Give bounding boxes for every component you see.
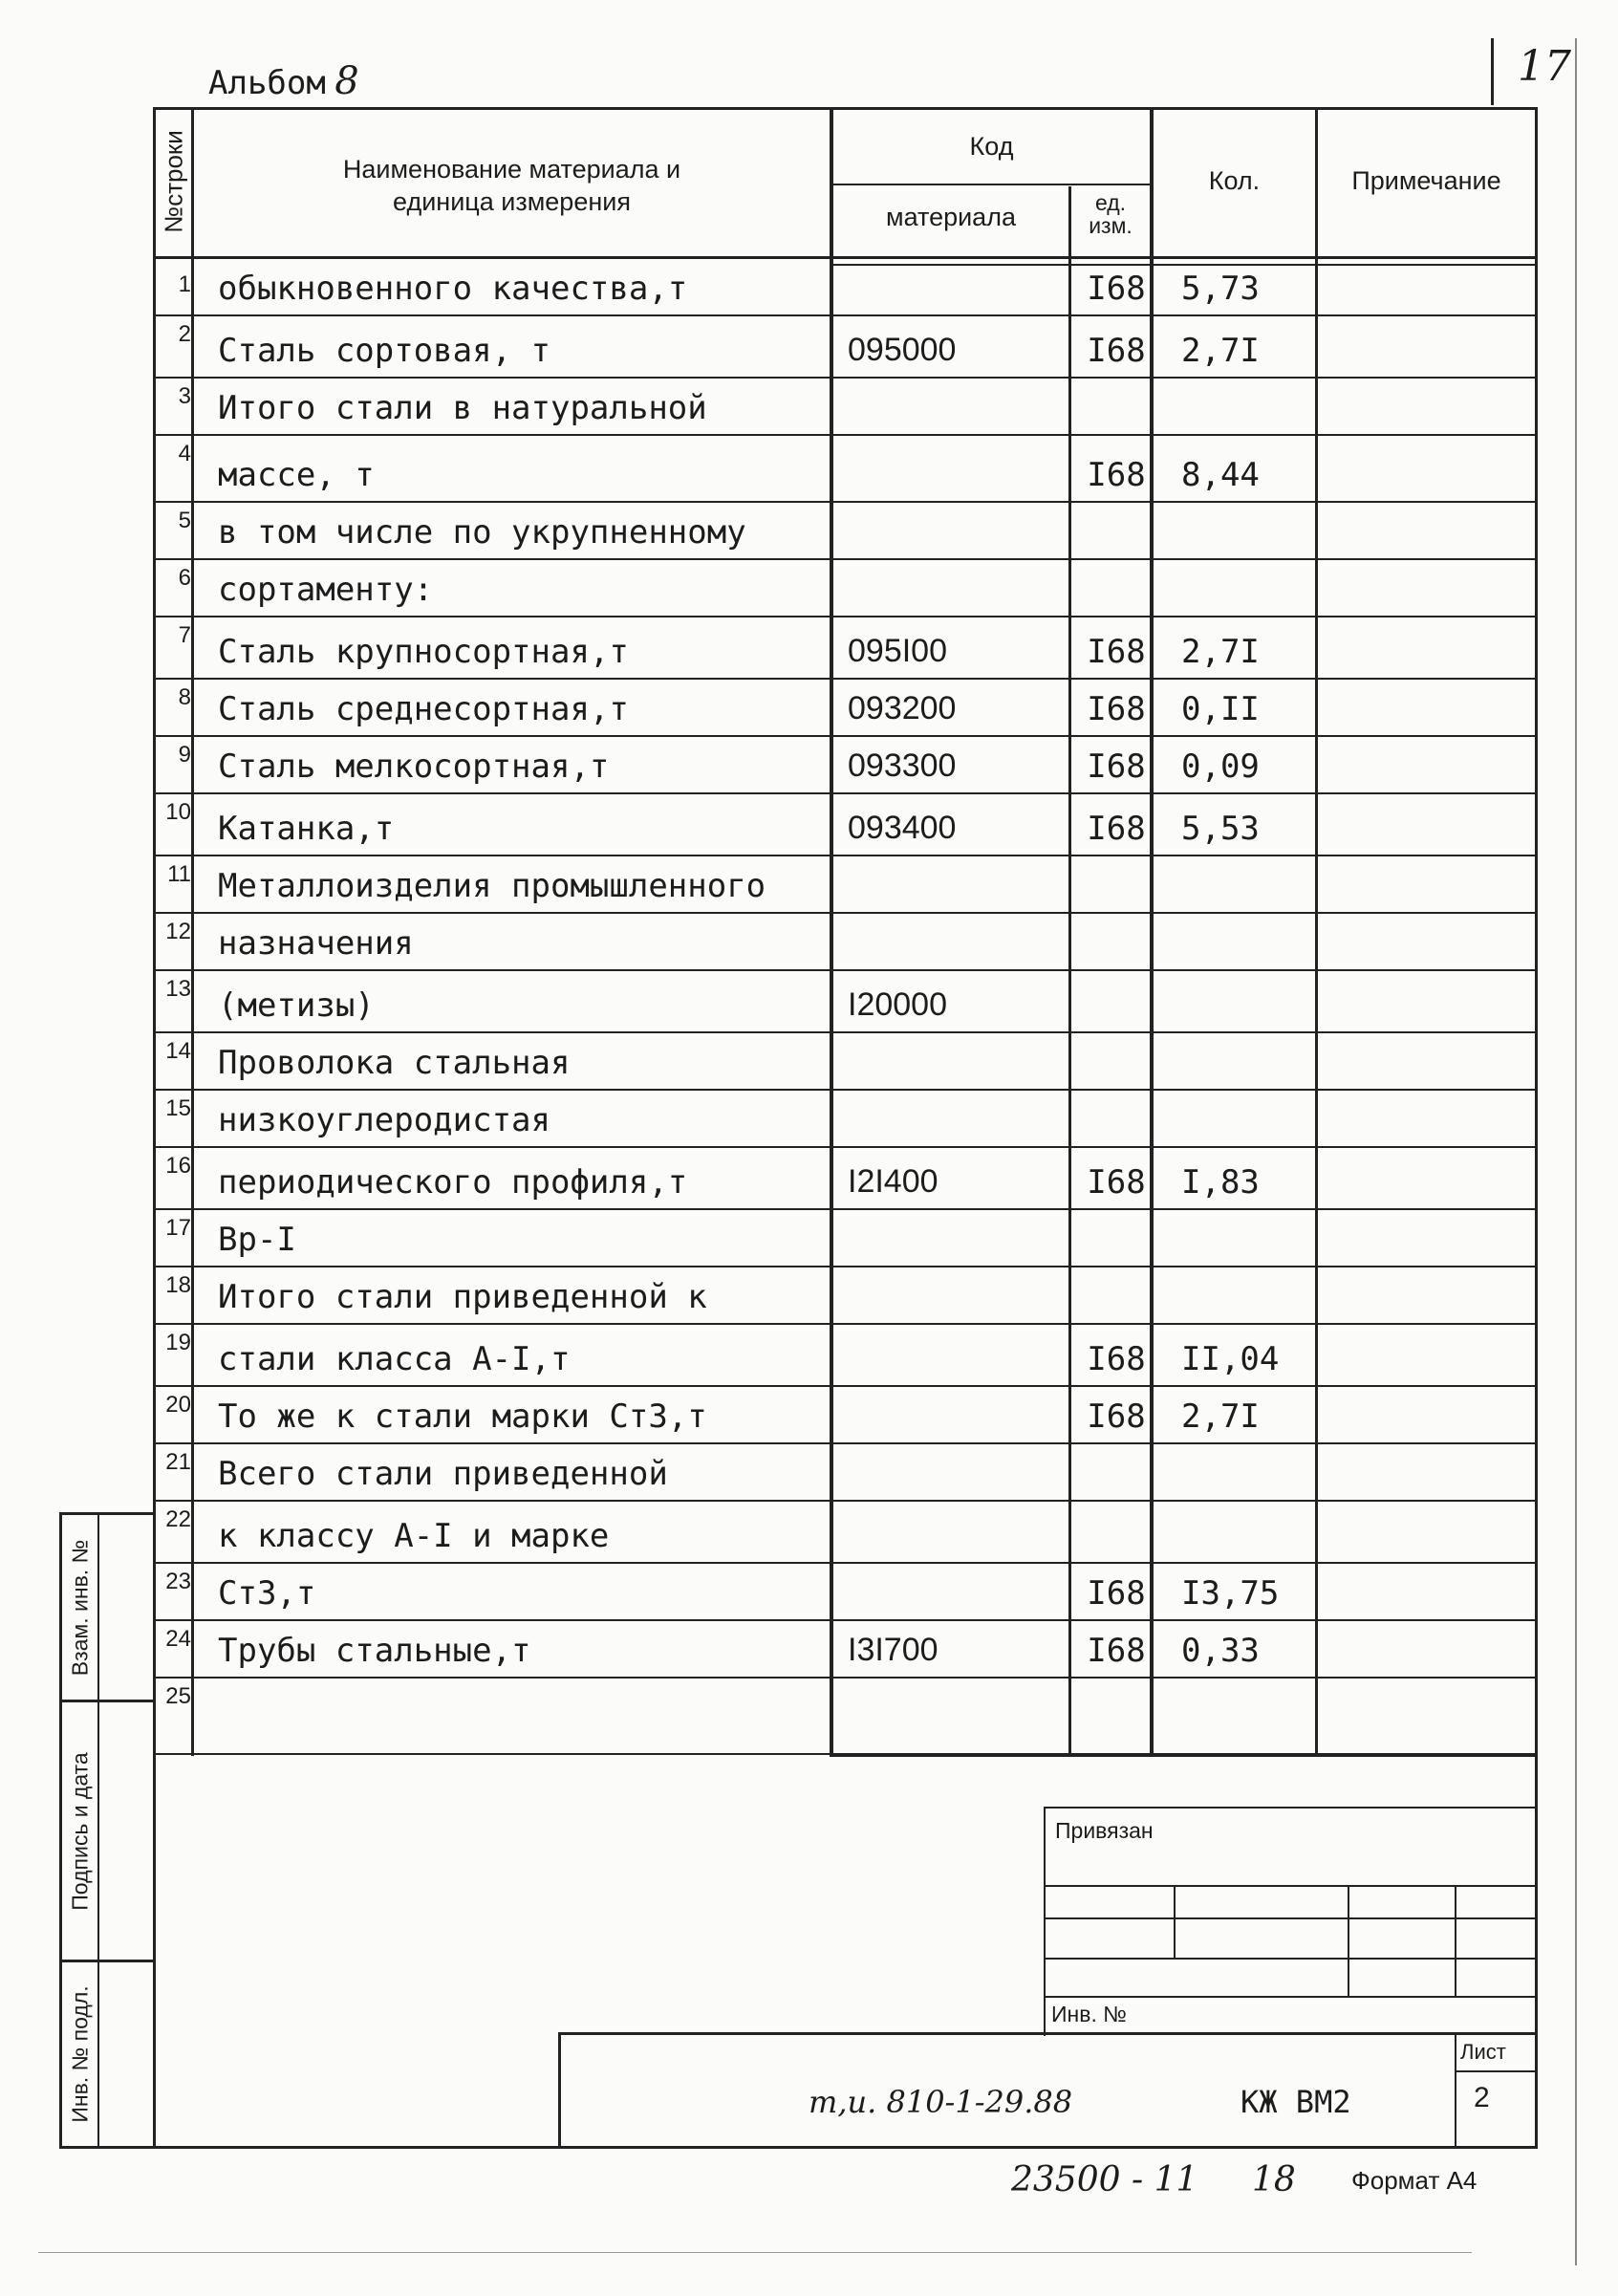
- side-inv-podl: Инв. № подл.: [67, 1985, 92, 2123]
- header-quantity: Кол.: [1208, 166, 1261, 195]
- table-row: [153, 1032, 1538, 1090]
- table-row: [153, 1678, 1538, 1753]
- row-number: 11: [167, 861, 191, 887]
- row-code: 093200: [848, 690, 957, 726]
- side-vzam: Взам. инв. №: [67, 1539, 92, 1676]
- table-row: [153, 617, 1538, 679]
- table-row: [153, 559, 1538, 617]
- row-number: 10: [165, 799, 191, 825]
- row-number: 19: [165, 1330, 191, 1355]
- row-quantity: 8,44: [1181, 456, 1260, 494]
- row-number: 17: [165, 1215, 191, 1241]
- row-number: 12: [165, 919, 191, 944]
- row-unit: I68: [1087, 690, 1146, 728]
- table-row: [153, 1324, 1538, 1386]
- doc-mark: КЖ ВМ2: [1240, 2084, 1351, 2120]
- row-number: 1: [178, 271, 191, 297]
- header-material: материала: [886, 203, 1016, 231]
- table-row: [153, 315, 1538, 378]
- row-unit: I68: [1087, 1163, 1146, 1202]
- row-number: 18: [165, 1272, 191, 1298]
- corner-page-number: 17: [1518, 42, 1571, 91]
- row-unit: I68: [1087, 1397, 1146, 1436]
- table-row: [153, 970, 1538, 1032]
- row-quantity: II,04: [1181, 1340, 1280, 1378]
- row-unit: I68: [1087, 633, 1146, 671]
- table-row: [153, 502, 1538, 559]
- table-row: [153, 1090, 1538, 1147]
- row-name: обыкновенного качества,т: [218, 270, 688, 308]
- row-name: Итого стали в натуральной: [218, 389, 707, 427]
- row-unit: I68: [1087, 1340, 1146, 1378]
- table-row: [153, 435, 1538, 502]
- header-name: [194, 153, 830, 218]
- row-name: стали класса А-I,т: [218, 1340, 571, 1378]
- row-number: 14: [165, 1038, 191, 1064]
- row-number: 24: [165, 1626, 191, 1652]
- list-label: Лист: [1460, 2040, 1506, 2064]
- table-row: [153, 1147, 1538, 1209]
- row-unit: I68: [1087, 747, 1146, 786]
- row-number: 2: [178, 321, 191, 347]
- row-number: 22: [165, 1506, 191, 1532]
- row-code: I2I400: [848, 1163, 938, 1200]
- row-name: (метизы): [218, 986, 375, 1025]
- row-quantity: I3,75: [1181, 1574, 1280, 1613]
- table-row: [153, 1620, 1538, 1678]
- table-row: [153, 793, 1538, 856]
- row-quantity: 0,09: [1181, 747, 1260, 786]
- row-quantity: 0,II: [1181, 690, 1260, 728]
- row-quantity: 2,7I: [1181, 332, 1260, 370]
- doc-code: т,и. 810-1-29.88: [809, 2084, 1073, 2120]
- row-name: Всего стали приведенной: [218, 1455, 668, 1493]
- side-podpis: Подпись и дата: [67, 1751, 92, 1911]
- header-name-line2: единица измерения: [393, 187, 631, 216]
- row-unit: I68: [1087, 810, 1146, 848]
- row-number: 9: [178, 742, 191, 768]
- row-code: 093400: [848, 810, 957, 846]
- row-unit: I68: [1087, 332, 1146, 370]
- album-title: [208, 59, 359, 103]
- row-number: 4: [178, 441, 191, 466]
- right-edge-line: [1575, 38, 1577, 2265]
- album-label: Альбом: [208, 64, 326, 102]
- row-number: 23: [165, 1569, 191, 1594]
- row-name: Металлоизделия промышленного: [218, 867, 766, 905]
- row-name: периодического профиля,т: [218, 1163, 688, 1202]
- row-unit: I68: [1087, 1574, 1146, 1613]
- table-row: [153, 1386, 1538, 1443]
- row-quantity: 5,73: [1181, 270, 1260, 308]
- cut-line: [38, 2252, 1472, 2253]
- row-unit: I68: [1087, 270, 1146, 308]
- corner-mark: [1491, 38, 1494, 105]
- row-code: 093300: [848, 747, 957, 784]
- row-name: назначения: [218, 924, 414, 963]
- table-row: [153, 266, 1538, 315]
- table-row: [153, 1443, 1538, 1501]
- album-number: 8: [334, 59, 359, 103]
- list-number: 2: [1474, 2082, 1490, 2113]
- header-code: Код: [969, 132, 1014, 161]
- row-name: Трубы стальные,т: [218, 1632, 531, 1670]
- header-unit-line1: ед.: [1094, 190, 1127, 215]
- row-number: 7: [178, 622, 191, 648]
- row-name: Сталь сортовая, т: [218, 332, 550, 370]
- table-row: [153, 1209, 1538, 1267]
- row-number: 13: [165, 976, 191, 1002]
- table-row: [153, 1563, 1538, 1620]
- row-name: Проволока стальная: [218, 1044, 571, 1082]
- row-name: Ст3,т: [218, 1574, 316, 1613]
- row-unit: I68: [1087, 1632, 1146, 1670]
- row-number: 15: [165, 1095, 191, 1121]
- row-code: I3I700: [848, 1632, 938, 1668]
- header-unit-line2: изм.: [1089, 213, 1133, 238]
- row-number: 3: [178, 383, 191, 409]
- row-code: I20000: [848, 986, 947, 1023]
- row-code: 095I00: [848, 633, 947, 669]
- row-number: 5: [178, 508, 191, 533]
- row-number: 20: [165, 1392, 191, 1418]
- row-name: Катанка,т: [218, 810, 395, 848]
- row-code: 095000: [848, 332, 957, 368]
- table-row: [153, 378, 1538, 435]
- row-quantity: 2,7I: [1181, 1397, 1260, 1436]
- row-quantity: 2,7I: [1181, 633, 1260, 671]
- row-unit: I68: [1087, 456, 1146, 494]
- table-row: [153, 679, 1538, 736]
- row-number: 21: [165, 1449, 191, 1475]
- format-label: Формат А4: [1351, 2166, 1478, 2195]
- row-name: Сталь среднесортная,т: [218, 690, 629, 728]
- table-row: [153, 1267, 1538, 1324]
- row-quantity: I,83: [1181, 1163, 1260, 1202]
- row-quantity: 5,53: [1181, 810, 1260, 848]
- row-name: массе, т: [218, 456, 375, 494]
- row-number: 6: [178, 565, 191, 591]
- row-name: Сталь крупносортная,т: [218, 633, 629, 671]
- row-number: 25: [165, 1683, 191, 1709]
- row-number: 16: [165, 1153, 191, 1179]
- row-name: То же к стали марки Ст3,т: [218, 1397, 707, 1436]
- row-number: 8: [178, 684, 191, 710]
- row-name: к классу А-I и марке: [218, 1517, 610, 1555]
- header-name-line1: Наименование материала и: [342, 155, 681, 184]
- row-quantity: 0,33: [1181, 1632, 1260, 1670]
- row-name: Итого стали приведенной к: [218, 1278, 707, 1316]
- privyazan-label: Привязан: [1055, 1818, 1154, 1843]
- order-number: 23500 - 11: [1011, 2160, 1198, 2199]
- table-row: [153, 736, 1538, 793]
- row-name: в том числе по укрупненному: [218, 513, 746, 552]
- row-name: низкоуглеродистая: [218, 1101, 550, 1139]
- row-name: Сталь мелкосортная,т: [218, 747, 610, 786]
- table-row: [153, 1501, 1538, 1563]
- row-name: Вр-I: [218, 1221, 296, 1259]
- table-row: [153, 913, 1538, 970]
- row-name: сортаменту:: [218, 571, 434, 609]
- header-note: Примечание: [1351, 166, 1501, 195]
- inv-no-label: Инв. №: [1051, 2002, 1127, 2026]
- footer-number: 18: [1252, 2160, 1296, 2199]
- table-row: [153, 856, 1538, 913]
- header-row-number: №строки: [159, 130, 187, 233]
- header-unit: [1071, 191, 1150, 237]
